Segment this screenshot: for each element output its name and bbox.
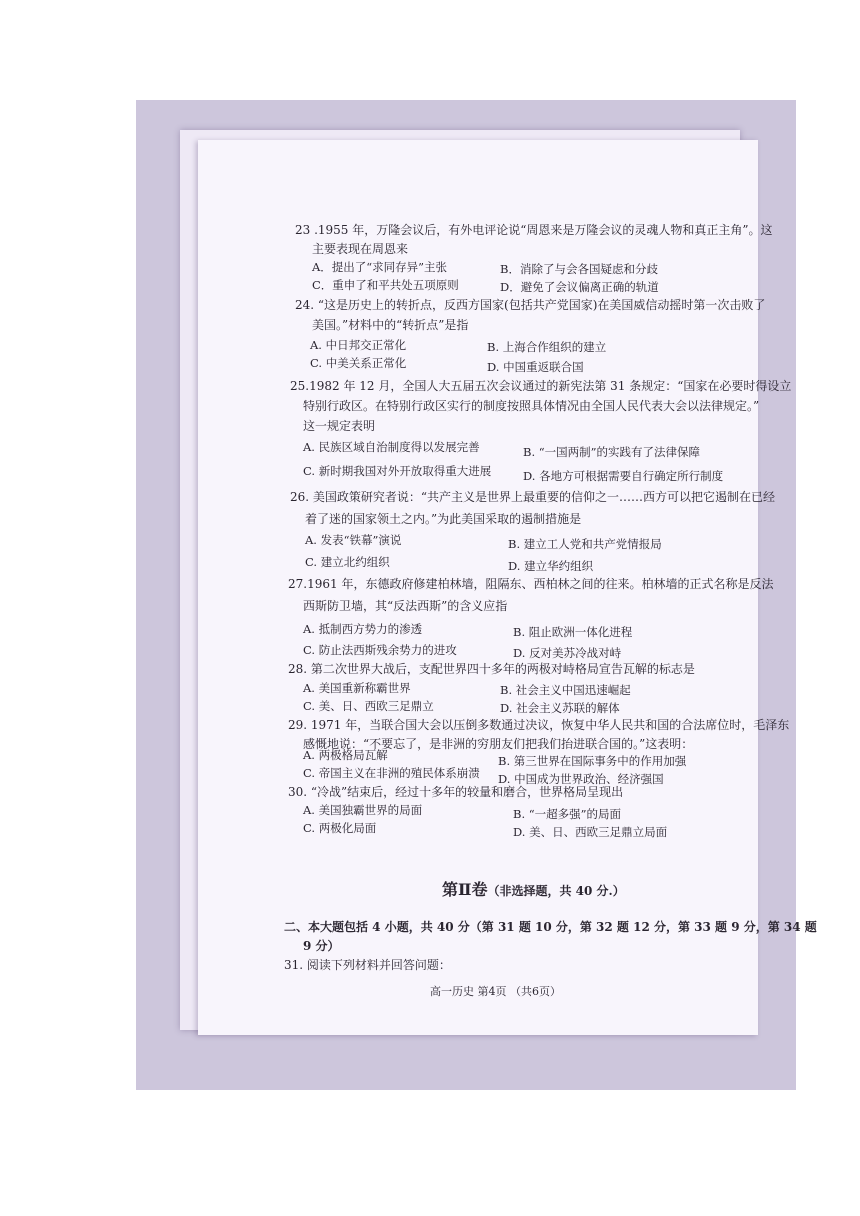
q30-option-a: A. 美国独霸世界的局面 (303, 803, 423, 817)
q25-line1: 25.1982 年 12 月，全国人大五届五次会议通过的新宪法第 31 条规定：“国家在必要时得设立 (290, 379, 792, 393)
q25-option-d: D. 各地方可根据需要自行确定所行制度 (523, 469, 724, 483)
q30-option-d: D. 美、日、西欧三足鼎立局面 (513, 825, 668, 839)
q31-prompt: 31. 阅读下列材料并回答问题： (284, 958, 451, 972)
section-2-title-main: 第Ⅱ卷 (442, 880, 488, 899)
q23-option-d: D．避免了会议偏离正确的轨道 (500, 280, 659, 294)
q23-option-b: B．消除了与会各国疑虑和分歧 (500, 262, 658, 276)
section-2-title (442, 881, 625, 900)
q24-option-d: D. 中国重返联合国 (487, 360, 584, 374)
q26-option-a: A. 发表“铁幕”演说 (305, 533, 402, 547)
q24-option-a: A. 中日邦交正常化 (310, 338, 407, 352)
q23-option-c: C．重申了和平共处五项原则 (312, 278, 459, 292)
q27-option-c: C. 防止法西斯残余势力的进攻 (303, 643, 457, 657)
q24-option-c: C. 中美关系正常化 (310, 356, 407, 370)
q28-option-d: D. 社会主义苏联的解体 (500, 701, 620, 715)
q25-option-b: B. “一国两制”的实践有了法律保障 (523, 445, 701, 459)
q24-line2: 美国。”材料中的“转折点”是指 (312, 318, 469, 332)
q27-option-d: D. 反对美苏冷战对峙 (513, 646, 622, 660)
section-2-subtitle: （非选择题，共 40 分.） (487, 884, 625, 898)
section-2-instructions-line1: 二、本大题包括 4 小题，共 40 分（第 31 题 10 分，第 32 题 12 分，第 33 题 9 分，第 34 题 (284, 920, 817, 934)
q30-option-c: C. 两极化局面 (303, 821, 377, 835)
q23-line1: 23 .1955 年，万隆会议后，有外电评论说“周恩来是万隆会议的灵魂人物和真正主角”。这 (295, 223, 773, 237)
q28-option-a: A. 美国重新称霸世界 (303, 681, 411, 695)
q29-line2: 感慨地说：“不要忘了，是非洲的穷朋友们把我们抬进联合国的。”这表明： (303, 737, 694, 751)
q27-line1: 27.1961 年，东德政府修建柏林墙，阻隔东、西柏林之间的往来。柏林墙的正式名称是反法 (288, 577, 774, 591)
q26-line2: 着了迷的国家领土之内。”为此美国采取的遏制措施是 (305, 512, 582, 526)
q29-option-c: C. 帝国主义在非洲的殖民体系崩溃 (303, 766, 480, 780)
q26-option-d: D. 建立华约组织 (508, 559, 594, 573)
q28-option-b: B. 社会主义中国迅速崛起 (500, 683, 631, 697)
q30-line1: 30. “冷战”结束后，经过十多年的较量和磨合，世界格局呈现出 (288, 785, 624, 799)
q28-line1: 28. 第二次世界大战后，支配世界四十多年的两极对峙格局宣告瓦解的标志是 (288, 662, 695, 676)
q23-line2: 主要表现在周恩来 (312, 242, 409, 256)
q25-option-c: C. 新时期我国对外开放取得重大进展 (303, 464, 492, 478)
q23-option-a: A．提出了“求同存异”主张 (312, 260, 448, 274)
q26-line1: 26. 美国政策研究者说：“共产主义是世界上最重要的信仰之一……西方可以把它遏制在已经 (290, 490, 776, 504)
q26-option-b: B. 建立工人党和共产党情报局 (508, 537, 662, 551)
q24-option-b: B. 上海合作组织的建立 (487, 340, 607, 354)
q28-option-c: C. 美、日、西欧三足鼎立 (303, 699, 434, 713)
section-2-instructions-line2: 9 分） (303, 939, 340, 953)
q30-option-b: B. “一超多强”的局面 (513, 807, 622, 821)
q25-line3: 这一规定表明 (303, 419, 376, 433)
q29-option-d: D. 中国成为世界政治、经济强国 (498, 772, 664, 786)
page-footer: 高一历史 第4页 （共6页） (430, 985, 561, 998)
q25-option-a: A. 民族区域自治制度得以发展完善 (303, 440, 480, 454)
q27-option-a: A. 抵制西方势力的渗透 (303, 622, 423, 636)
q24-line1: 24. “这是历史上的转折点，反西方国家(包括共产党国家)在美国威信动摇时第一次击败了 (295, 298, 766, 312)
q27-line2: 西斯防卫墙，其“反法西斯”的含义应指 (303, 599, 508, 613)
q26-option-c: C. 建立北约组织 (305, 555, 390, 569)
q29-option-a: A. 两极格局瓦解 (303, 748, 388, 762)
q25-line2: 特别行政区。在特别行政区实行的制度按照具体情况由全国人民代表大会以法律规定。” (303, 399, 760, 413)
q27-option-b: B. 阻止欧洲一体化进程 (513, 625, 633, 639)
q29-option-b: B. 第三世界在国际事务中的作用加强 (498, 754, 687, 768)
q29-line1: 29. 1971 年，当联合国大会以压倒多数通过决议，恢复中华人民共和国的合法席位时，毛泽东 (288, 718, 790, 732)
